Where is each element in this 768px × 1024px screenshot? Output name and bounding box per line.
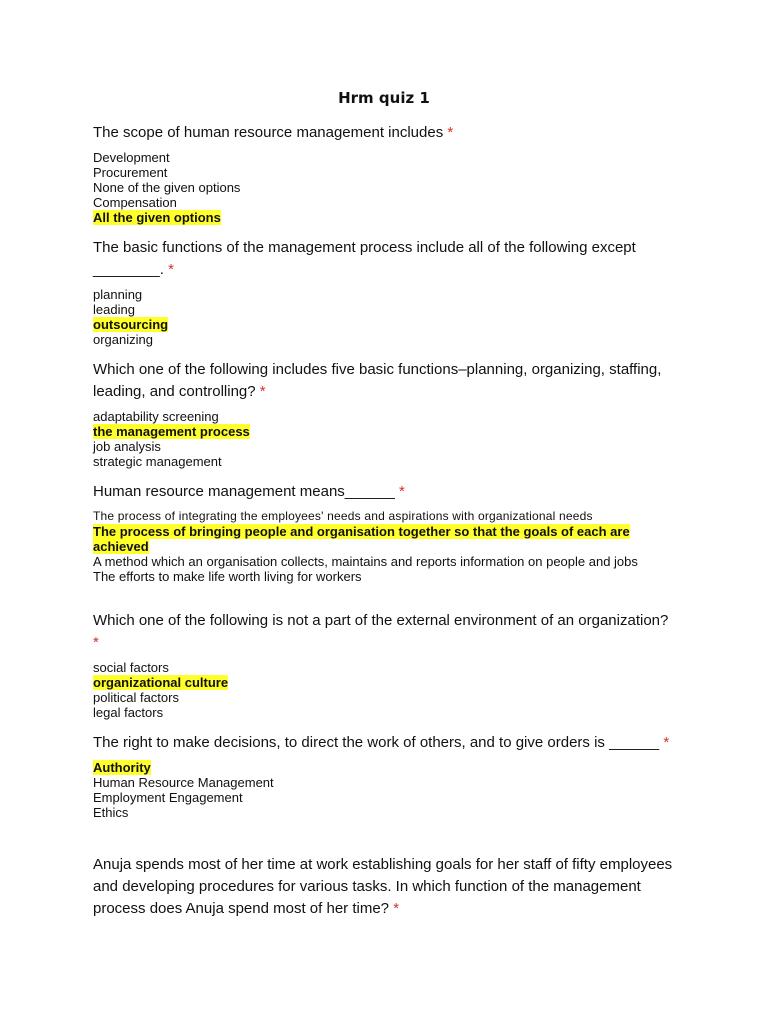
option: leading — [93, 302, 135, 317]
option: Employment Engagement — [93, 790, 243, 805]
question-5 — [93, 610, 673, 720]
required-star: * — [168, 261, 174, 278]
option: Human Resource Management — [93, 775, 274, 790]
option: adaptability screening — [93, 409, 219, 424]
option-correct: Authority — [93, 760, 151, 775]
option: political factors — [93, 690, 179, 705]
question-text: Which one of the following is not a part of the external environment of an organization? * — [93, 612, 669, 651]
question-text: The basic functions of the management process include all of the following except ________. * — [93, 239, 636, 278]
option: job analysis — [93, 439, 161, 454]
option: The efforts to make life worth living for workers — [93, 569, 362, 584]
required-star: * — [393, 900, 400, 917]
option: social factors — [93, 660, 169, 675]
required-star: * — [447, 124, 454, 141]
question-text: The right to make decisions, to direct the work of others, and to give orders is ______ * — [93, 734, 670, 751]
required-star: * — [663, 734, 670, 751]
required-star: * — [399, 483, 405, 500]
question-text: Which one of the following includes five basic functions–planning, organizing, staffing, leading, and controlling? * — [93, 361, 662, 400]
option: planning — [93, 287, 143, 302]
option-correct: All the given options — [93, 210, 221, 225]
option-correct: organizational culture — [93, 675, 229, 690]
question-text: Anuja spends most of her time at work establishing goals for her staff of fifty employees and developing procedures for various tasks. In which function of the management process does Anuja spend most of her time? * — [93, 856, 673, 917]
question-2 — [93, 237, 673, 347]
required-star: * — [259, 383, 266, 400]
option: Ethics — [93, 805, 129, 820]
option-correct: outsourcing — [93, 317, 169, 332]
option: None of the given options — [93, 180, 241, 195]
option-correct: The process of bringing people and organisation together so that the goals of each are achieved — [93, 524, 630, 554]
question-3 — [93, 359, 673, 469]
option: Procurement — [93, 165, 168, 180]
question-1 — [93, 122, 673, 225]
question-text: Human resource management means______ * — [93, 483, 405, 500]
option: Compensation — [93, 195, 177, 210]
option: Development — [93, 150, 170, 165]
required-star: * — [93, 634, 99, 651]
option: The process of integrating the employees' needs and aspirations with organizational needs — [93, 509, 593, 523]
option-correct: the management process — [93, 424, 250, 439]
question-7 — [93, 854, 673, 920]
option: A method which an organisation collects, maintains and reports information on people and jobs — [93, 554, 638, 569]
question-4 — [93, 481, 673, 584]
question-6 — [93, 732, 673, 820]
page-title: Hrm quiz 1 — [338, 89, 430, 107]
question-text: The scope of human resource management includes * — [93, 124, 454, 141]
option: organizing — [93, 332, 153, 347]
option: strategic management — [93, 454, 222, 469]
option: legal factors — [93, 705, 164, 720]
